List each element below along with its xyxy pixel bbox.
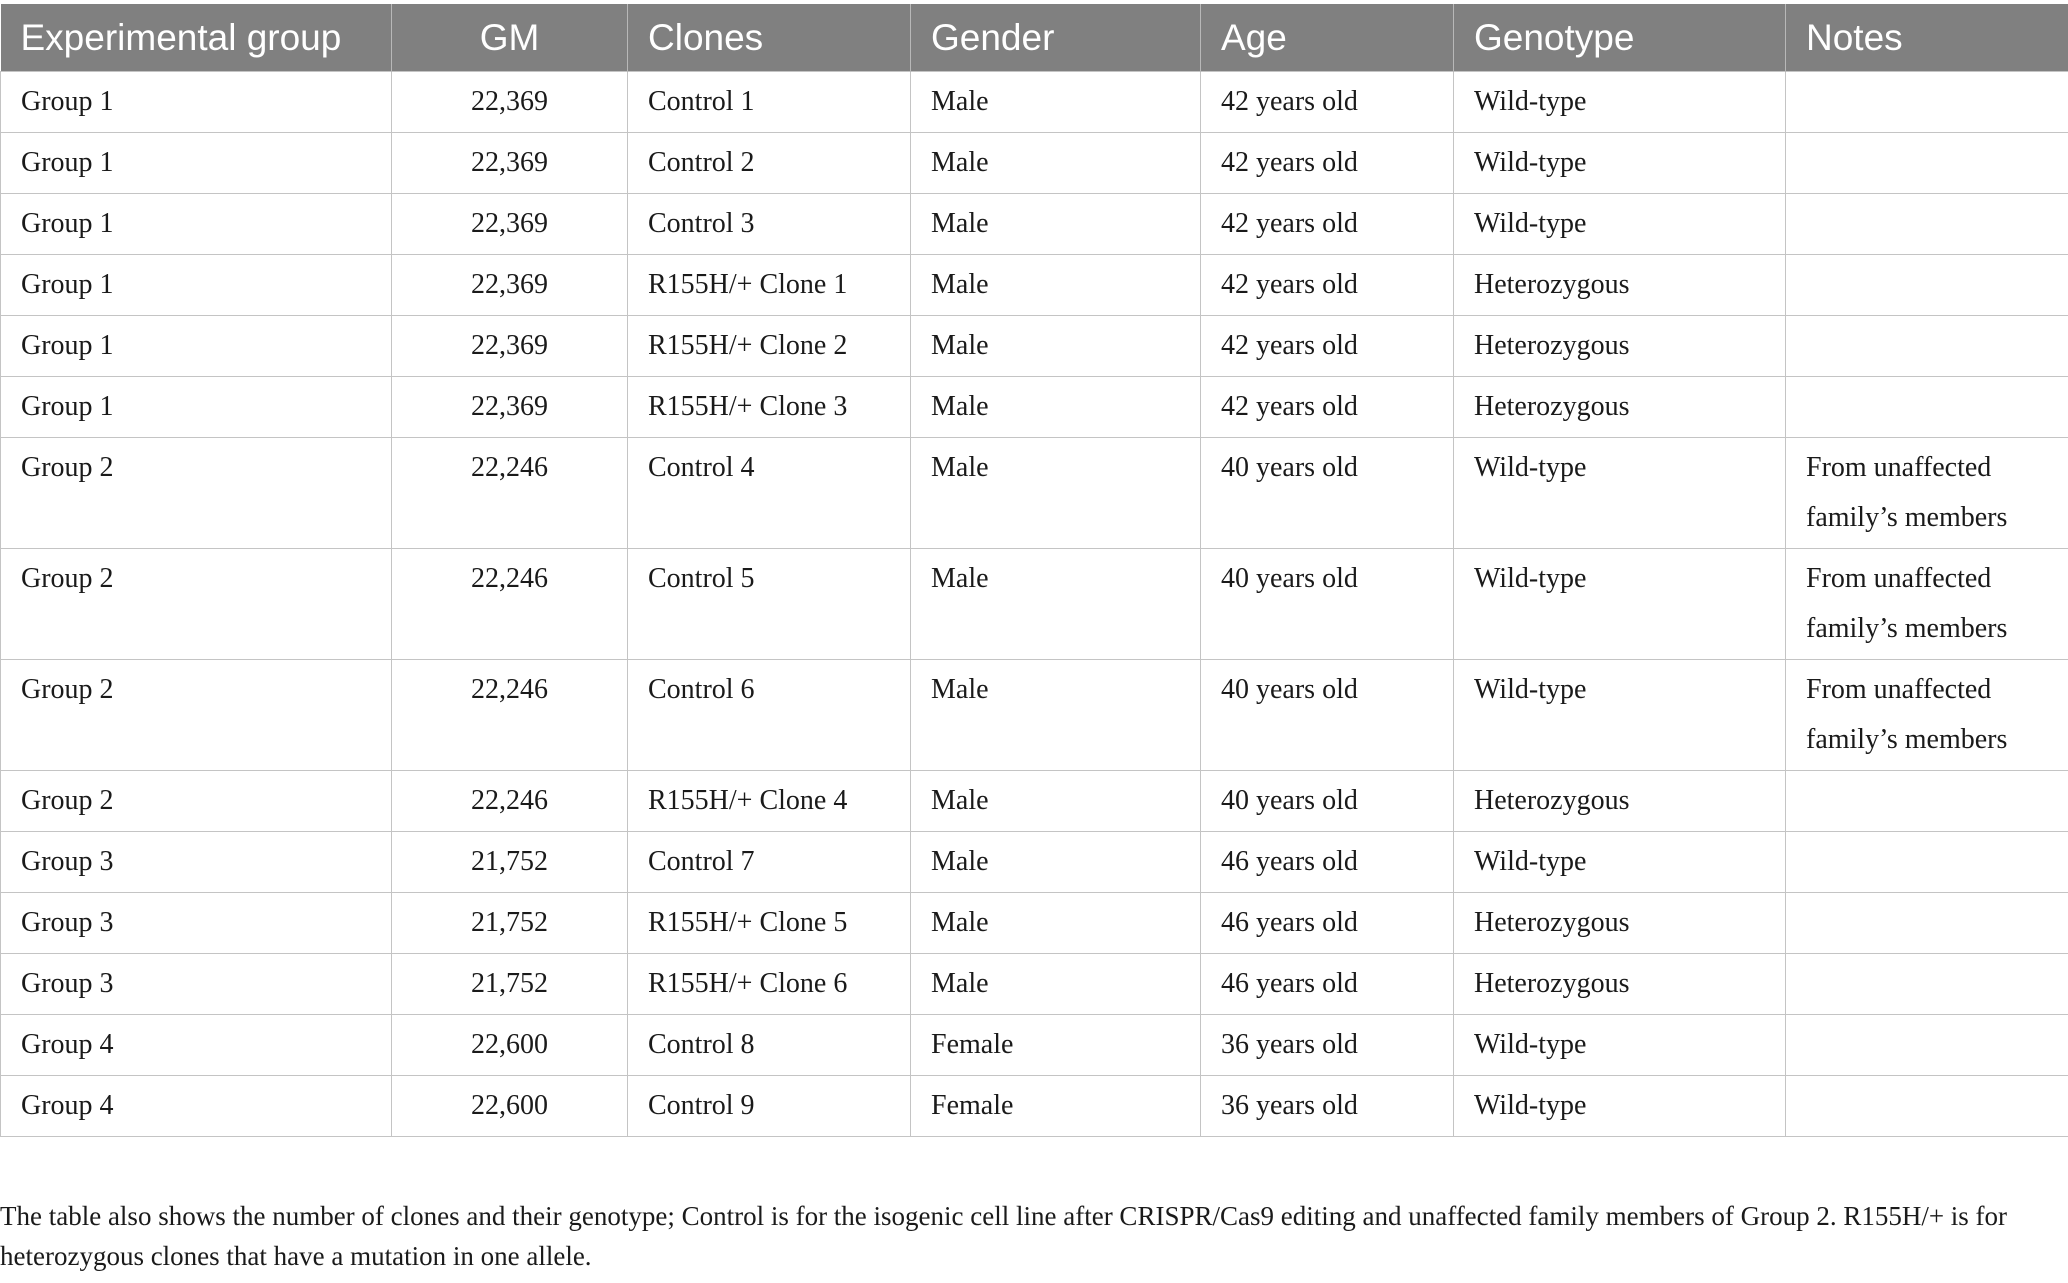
cell-clones: Control 2: [628, 133, 911, 194]
data-table: [0, 4, 2068, 1137]
table-row: [1, 660, 2068, 771]
cell-gm: 22,600: [392, 1015, 628, 1076]
cell-genotype: Wild-type: [1454, 194, 1786, 255]
cell-clones: Control 3: [628, 194, 911, 255]
cell-experimental-group: Group 2: [1, 549, 392, 660]
cell-notes: From unaffected family’s members: [1786, 660, 2068, 771]
cell-notes: [1786, 194, 2068, 255]
cell-experimental-group: Group 1: [1, 255, 392, 316]
cell-gm: 22,369: [392, 255, 628, 316]
cell-gender: Male: [911, 194, 1201, 255]
cell-gm: 22,246: [392, 660, 628, 771]
cell-genotype: Wild-type: [1454, 549, 1786, 660]
cell-clones: R155H/+ Clone 2: [628, 316, 911, 377]
cell-gender: Female: [911, 1015, 1201, 1076]
cell-genotype: Heterozygous: [1454, 377, 1786, 438]
table-row: [1, 377, 2068, 438]
cell-age: 40 years old: [1201, 660, 1454, 771]
cell-clones: R155H/+ Clone 1: [628, 255, 911, 316]
cell-gm: 22,369: [392, 72, 628, 133]
cell-gender: Male: [911, 255, 1201, 316]
cell-notes: [1786, 133, 2068, 194]
cell-genotype: Heterozygous: [1454, 893, 1786, 954]
cell-notes: [1786, 832, 2068, 893]
cell-notes: [1786, 954, 2068, 1015]
cell-age: 46 years old: [1201, 832, 1454, 893]
cell-notes: From unaffected family’s members: [1786, 438, 2068, 549]
cell-gm: 22,369: [392, 316, 628, 377]
cell-genotype: Wild-type: [1454, 660, 1786, 771]
cell-gender: Female: [911, 1076, 1201, 1137]
table-row: [1, 832, 2068, 893]
header-age: Age: [1201, 4, 1454, 72]
cell-experimental-group: Group 1: [1, 133, 392, 194]
cell-gender: Male: [911, 377, 1201, 438]
cell-age: 46 years old: [1201, 893, 1454, 954]
cell-notes: From unaffected family’s members: [1786, 549, 2068, 660]
cell-gender: Male: [911, 660, 1201, 771]
cell-notes: [1786, 377, 2068, 438]
cell-experimental-group: Group 1: [1, 377, 392, 438]
cell-experimental-group: Group 4: [1, 1015, 392, 1076]
cell-gm: 22,369: [392, 133, 628, 194]
cell-gm: 21,752: [392, 832, 628, 893]
header-gm: GM: [392, 4, 628, 72]
cell-age: 42 years old: [1201, 316, 1454, 377]
cell-genotype: Heterozygous: [1454, 771, 1786, 832]
cell-clones: R155H/+ Clone 4: [628, 771, 911, 832]
cell-clones: Control 5: [628, 549, 911, 660]
cell-notes: [1786, 72, 2068, 133]
cell-genotype: Wild-type: [1454, 1076, 1786, 1137]
table-row: [1, 438, 2068, 549]
cell-clones: Control 1: [628, 72, 911, 133]
cell-notes: [1786, 1076, 2068, 1137]
header-clones: Clones: [628, 4, 911, 72]
cell-clones: R155H/+ Clone 6: [628, 954, 911, 1015]
cell-clones: Control 8: [628, 1015, 911, 1076]
cell-age: 40 years old: [1201, 549, 1454, 660]
table-row: [1, 316, 2068, 377]
cell-age: 42 years old: [1201, 194, 1454, 255]
cell-genotype: Heterozygous: [1454, 255, 1786, 316]
cell-experimental-group: Group 3: [1, 893, 392, 954]
header-notes: Notes: [1786, 4, 2068, 72]
cell-gender: Male: [911, 438, 1201, 549]
cell-experimental-group: Group 1: [1, 72, 392, 133]
cell-clones: Control 4: [628, 438, 911, 549]
table-row: [1, 893, 2068, 954]
cell-gender: Male: [911, 771, 1201, 832]
cell-notes: [1786, 771, 2068, 832]
cell-genotype: Wild-type: [1454, 133, 1786, 194]
header-genotype: Genotype: [1454, 4, 1786, 72]
cell-notes: [1786, 893, 2068, 954]
cell-genotype: Wild-type: [1454, 438, 1786, 549]
table-row: [1, 255, 2068, 316]
cell-gm: 21,752: [392, 893, 628, 954]
cell-gm: 22,600: [392, 1076, 628, 1137]
cell-gm: 22,369: [392, 377, 628, 438]
table-row: [1, 771, 2068, 832]
data-table-container: [0, 4, 2068, 1137]
cell-genotype: Wild-type: [1454, 1015, 1786, 1076]
cell-notes: [1786, 316, 2068, 377]
cell-age: 42 years old: [1201, 72, 1454, 133]
cell-genotype: Heterozygous: [1454, 954, 1786, 1015]
cell-experimental-group: Group 2: [1, 438, 392, 549]
cell-age: 42 years old: [1201, 133, 1454, 194]
cell-age: 40 years old: [1201, 771, 1454, 832]
cell-experimental-group: Group 4: [1, 1076, 392, 1137]
cell-clones: Control 7: [628, 832, 911, 893]
table-row: [1, 194, 2068, 255]
cell-age: 36 years old: [1201, 1015, 1454, 1076]
cell-clones: R155H/+ Clone 5: [628, 893, 911, 954]
table-row: [1, 954, 2068, 1015]
header-experimental-group: Experimental group: [1, 4, 392, 72]
cell-gender: Male: [911, 954, 1201, 1015]
cell-clones: R155H/+ Clone 3: [628, 377, 911, 438]
cell-experimental-group: Group 2: [1, 660, 392, 771]
cell-age: 42 years old: [1201, 377, 1454, 438]
cell-gender: Male: [911, 549, 1201, 660]
cell-experimental-group: Group 3: [1, 832, 392, 893]
cell-genotype: Heterozygous: [1454, 316, 1786, 377]
table-row: [1, 1015, 2068, 1076]
cell-gm: 22,246: [392, 438, 628, 549]
cell-gender: Male: [911, 316, 1201, 377]
table-header: [1, 4, 2068, 72]
cell-notes: [1786, 1015, 2068, 1076]
cell-gm: 22,369: [392, 194, 628, 255]
table-row: [1, 133, 2068, 194]
cell-clones: Control 9: [628, 1076, 911, 1137]
cell-notes: [1786, 255, 2068, 316]
cell-gm: 21,752: [392, 954, 628, 1015]
cell-experimental-group: Group 1: [1, 316, 392, 377]
cell-experimental-group: Group 1: [1, 194, 392, 255]
cell-gender: Male: [911, 72, 1201, 133]
table-row: [1, 549, 2068, 660]
header-gender: Gender: [911, 4, 1201, 72]
cell-gm: 22,246: [392, 549, 628, 660]
cell-gender: Male: [911, 832, 1201, 893]
header-row: [1, 4, 2068, 72]
table-footnote: The table also shows the number of clones and their genotype; Control is for the isogenic cell line after CRISPR/Cas9 editing and unaffected family members of Group 2. R155H/+ is for heterozygous clones that have a mutation in one allele.: [0, 1201, 2008, 1271]
cell-genotype: Wild-type: [1454, 72, 1786, 133]
cell-experimental-group: Group 3: [1, 954, 392, 1015]
cell-gender: Male: [911, 133, 1201, 194]
table-row: [1, 72, 2068, 133]
cell-experimental-group: Group 2: [1, 771, 392, 832]
cell-age: 36 years old: [1201, 1076, 1454, 1137]
cell-age: 40 years old: [1201, 438, 1454, 549]
table-row: [1, 1076, 2068, 1137]
cell-genotype: Wild-type: [1454, 832, 1786, 893]
cell-gender: Male: [911, 893, 1201, 954]
cell-age: 42 years old: [1201, 255, 1454, 316]
table-body: [1, 72, 2068, 1137]
cell-age: 46 years old: [1201, 954, 1454, 1015]
cell-clones: Control 6: [628, 660, 911, 771]
cell-gm: 22,246: [392, 771, 628, 832]
